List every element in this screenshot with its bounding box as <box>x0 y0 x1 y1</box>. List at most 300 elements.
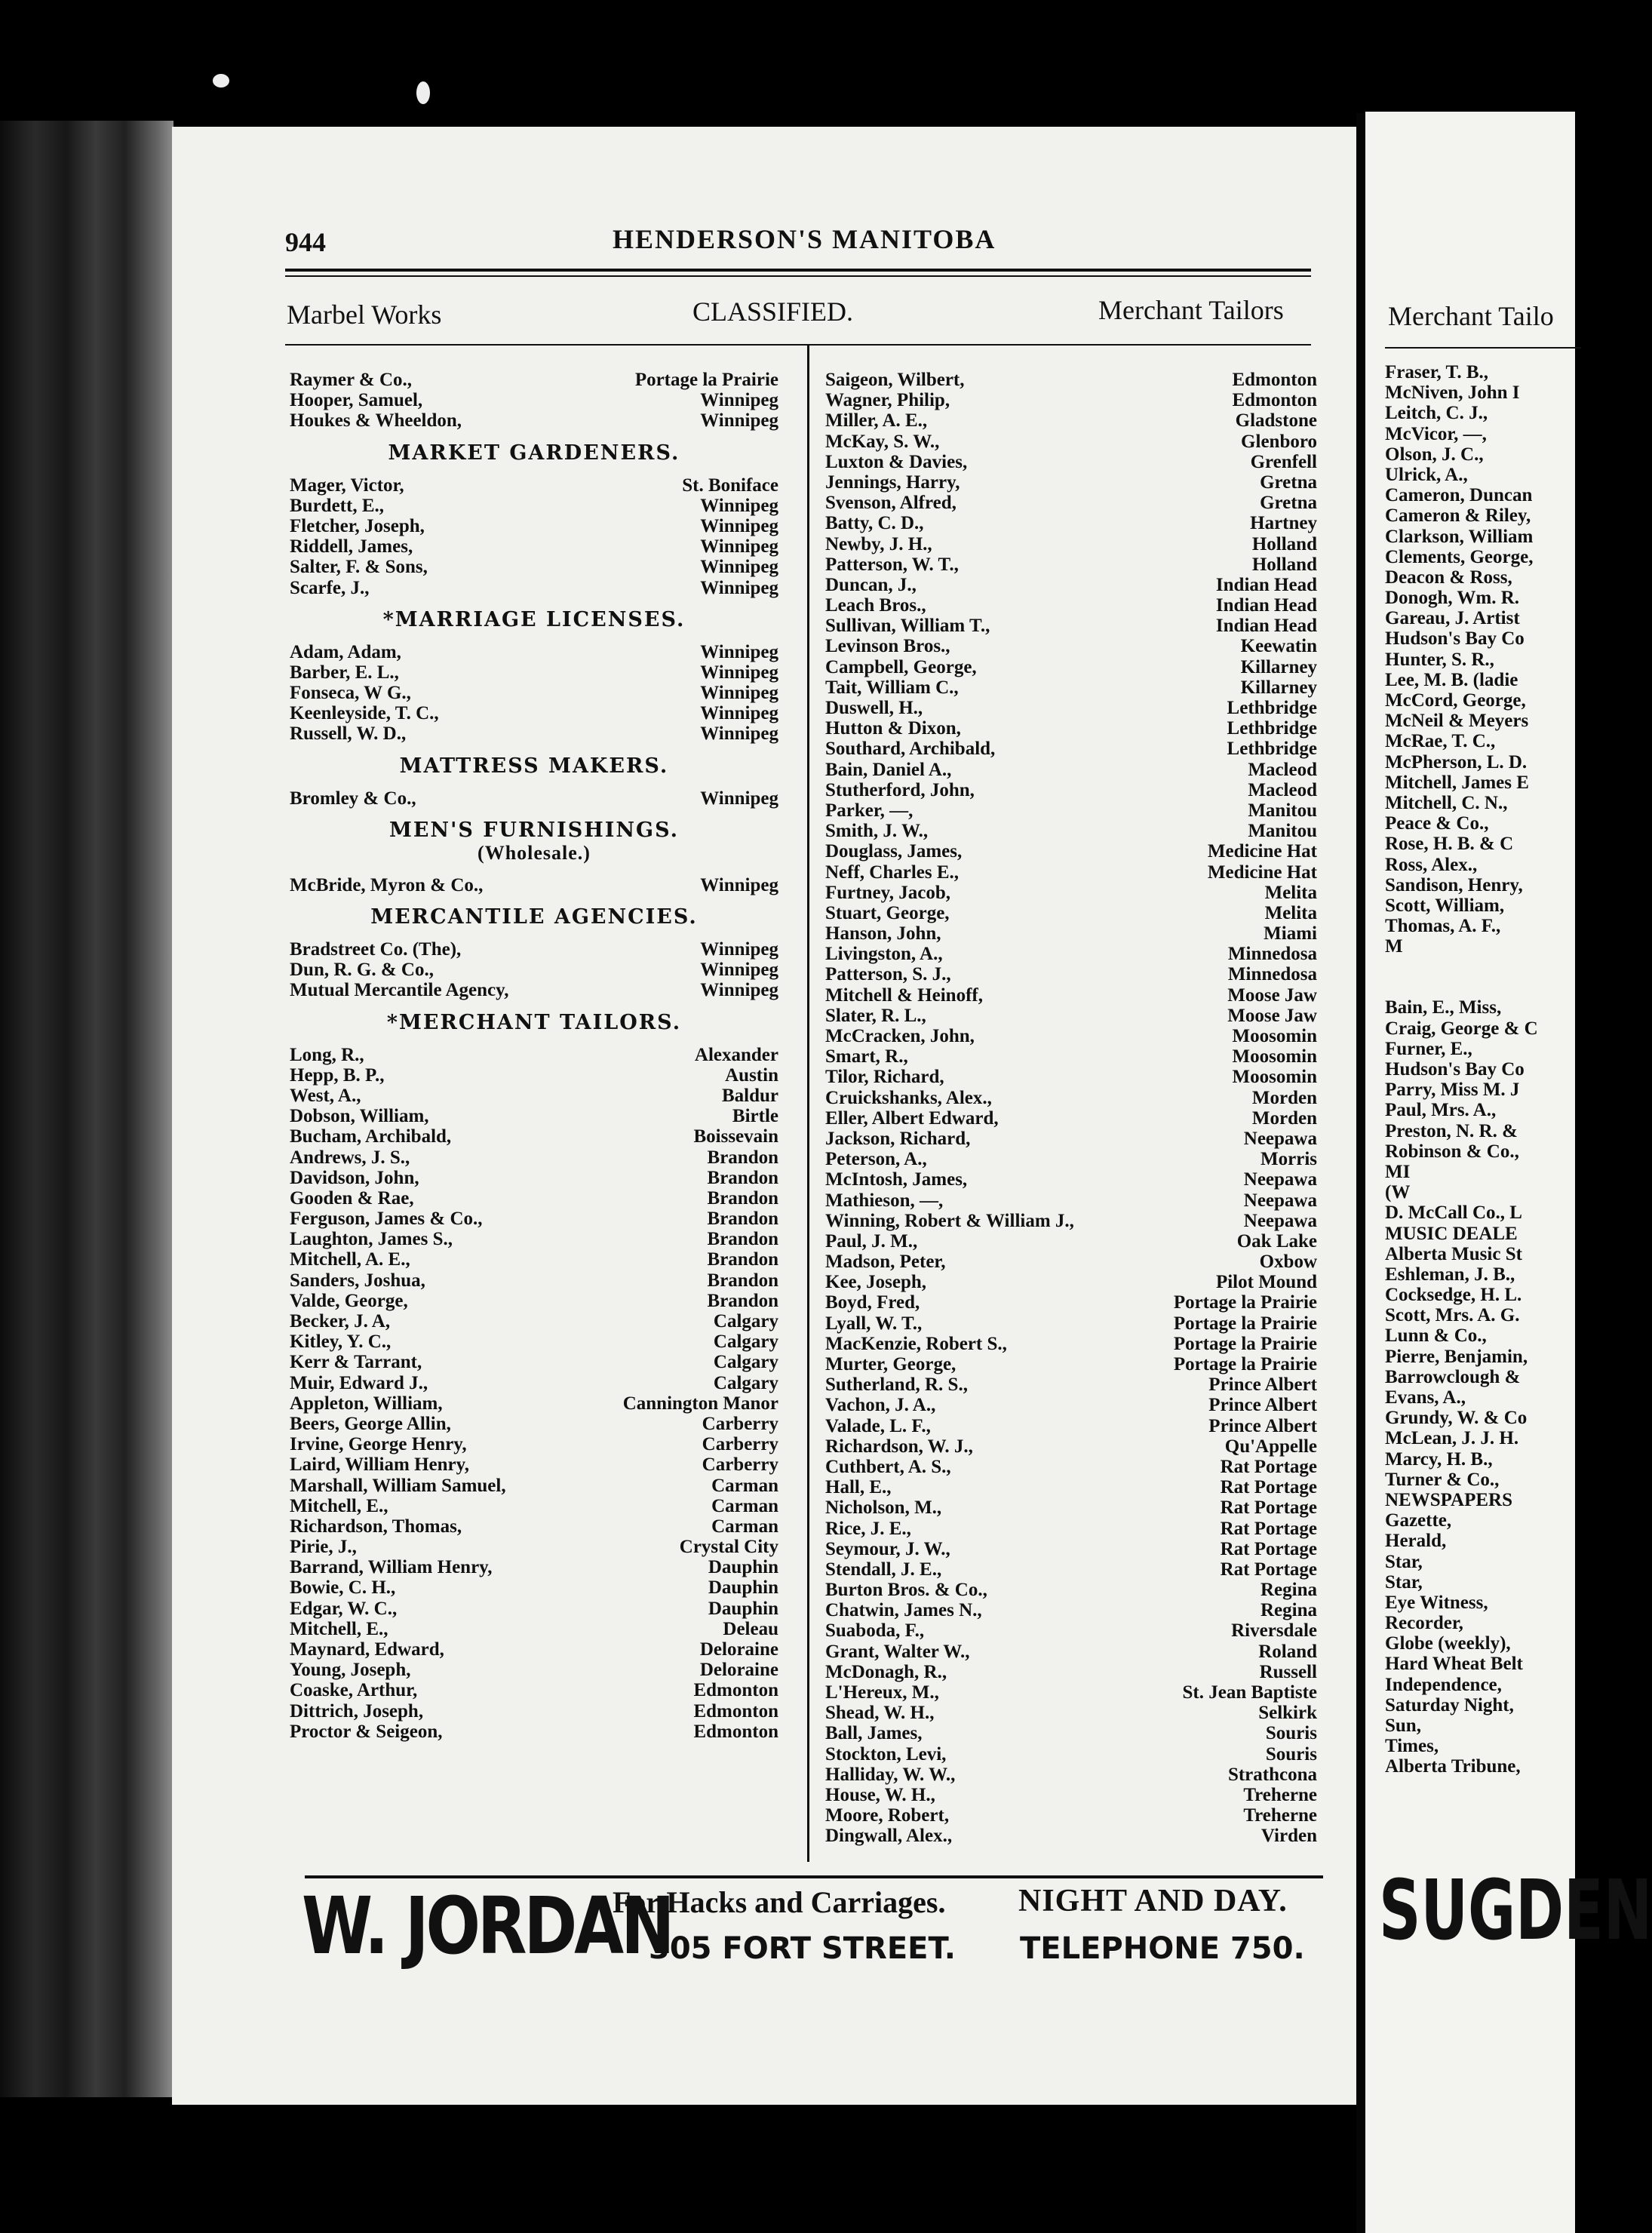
listing-name: McBride, Myron & Co., <box>290 874 484 895</box>
listing-name: Young, Joseph, <box>290 1660 411 1681</box>
section-gap <box>290 631 778 642</box>
listing-entry <box>825 616 1317 636</box>
listing-name: Saigeon, Wilbert, <box>825 370 965 390</box>
listing-place: Deleau <box>723 1618 778 1639</box>
listing-place: Prince Albert <box>1208 1415 1317 1436</box>
next-page-heading: Merchant Tailo <box>1388 301 1554 331</box>
listing-place: Deloraine <box>699 1639 778 1660</box>
listing-entry <box>290 642 778 662</box>
listing-entry <box>825 1313 1317 1334</box>
listing-entry <box>825 1826 1317 1846</box>
listing-name: Fonseca, W G., <box>290 683 411 704</box>
listing-name: Ball, James, <box>825 1723 923 1744</box>
listing-place: Killarney <box>1240 656 1317 677</box>
listing-name: Cruickshanks, Alex., <box>825 1087 992 1108</box>
section-subheading: (Wholesale.) <box>477 841 591 864</box>
listing-name: Ferguson, James & Co., <box>290 1209 483 1230</box>
next-page-line: Scott, Mrs. A. G. <box>1385 1305 1520 1326</box>
next-page-line: Cameron & Riley, <box>1385 505 1531 527</box>
listing-name: McDonagh, R., <box>825 1661 947 1682</box>
next-page-line: Thomas, A. F., <box>1385 916 1501 937</box>
listing-entry <box>290 516 778 536</box>
listing-name: Eller, Albert Edward, <box>825 1107 999 1129</box>
listing-entry <box>825 1805 1317 1826</box>
listing-entry <box>825 1519 1317 1539</box>
listing-entry <box>290 960 778 980</box>
ad-line-address: 305 FORT STREET. <box>649 1931 956 1966</box>
listing-place: Neepawa <box>1243 1169 1317 1190</box>
listing-place: Holland <box>1251 554 1317 575</box>
listing-entry <box>290 578 778 598</box>
listing-name: Winning, Robert & William J., <box>825 1210 1074 1231</box>
listing-place: Russell <box>1259 1661 1317 1682</box>
listing-place: Oxbow <box>1259 1252 1317 1273</box>
listing-name: Hooper, Samuel, <box>290 390 423 411</box>
listing-entry <box>825 698 1317 718</box>
listing-place: Brandon <box>707 1209 778 1230</box>
listing-place: Indian Head <box>1215 595 1317 616</box>
listing-place: Indian Head <box>1215 616 1317 637</box>
listing-name: Dittrich, Joseph, <box>290 1700 424 1722</box>
next-page-line: Furner, E., <box>1385 1038 1472 1059</box>
listing-entry <box>825 985 1317 1006</box>
listing-place: Rat Portage <box>1220 1559 1317 1580</box>
section-gap <box>290 809 778 819</box>
listing-place: Neepawa <box>1243 1190 1317 1211</box>
next-page-line: D. McCall Co., L <box>1385 1203 1522 1224</box>
next-page-line: Turner & Co., <box>1385 1469 1500 1490</box>
ad-line-hacks: For Hacks and Carriages. <box>613 1885 946 1919</box>
listing-name: Cuthbert, A. S., <box>825 1456 951 1477</box>
listing-name: Kee, Joseph, <box>825 1272 927 1293</box>
next-page-section-fragment: (W <box>1385 1182 1411 1203</box>
listing-entry <box>825 1662 1317 1682</box>
listing-place: Winnipeg <box>700 980 778 1001</box>
listing-entry <box>825 370 1317 390</box>
listing-place: Prince Albert <box>1208 1375 1317 1396</box>
listing-place: Gretna <box>1260 493 1317 514</box>
section-gap <box>290 1001 778 1012</box>
next-page-line: Clarkson, William <box>1385 526 1534 547</box>
page-gutter <box>1356 113 1365 2233</box>
listing-place: Moose Jaw <box>1227 1005 1317 1026</box>
next-page-line: Sandison, Henry, <box>1385 874 1523 895</box>
listing-name: Hanson, John, <box>825 923 941 944</box>
listing-name: Becker, J. A, <box>290 1311 391 1332</box>
listing-place: Manitou <box>1248 821 1317 842</box>
listing-place: Melita <box>1264 902 1317 923</box>
section-gap <box>290 745 778 755</box>
listing-place: Carberry <box>702 1454 778 1476</box>
listing-place: Carberry <box>702 1413 778 1434</box>
next-page-line: Star, <box>1385 1551 1423 1572</box>
listing-place: Carberry <box>702 1434 778 1455</box>
listing-entry <box>825 1006 1317 1026</box>
listing-entry <box>290 1352 778 1372</box>
listing-place: Calgary <box>713 1332 778 1353</box>
section-gap <box>290 778 778 788</box>
listing-entry <box>290 939 778 960</box>
listing-entry <box>825 1416 1317 1436</box>
listing-name: Peterson, A., <box>825 1149 927 1170</box>
listing-place: Calgary <box>713 1372 778 1393</box>
next-page-line: Independence, <box>1385 1674 1502 1695</box>
listing-name: Suaboda, F., <box>825 1620 925 1642</box>
listing-name: Burton Bros. & Co., <box>825 1580 987 1601</box>
next-page-line: Preston, N. R. & <box>1385 1120 1518 1141</box>
listing-place: Hartney <box>1250 513 1317 534</box>
listing-entry <box>825 1682 1317 1703</box>
listing-name: West, A., <box>290 1085 361 1106</box>
listing-name: Halliday, W. W., <box>825 1764 956 1785</box>
listing-place: Lethbridge <box>1227 739 1317 760</box>
listing-name: Grant, Walter W., <box>825 1641 970 1662</box>
listing-entry <box>825 718 1317 739</box>
listing-entry <box>290 1270 778 1291</box>
listing-place: Winnipeg <box>700 939 778 960</box>
listing-place: Brandon <box>707 1187 778 1209</box>
next-page-spacer <box>1385 957 1538 997</box>
listing-place: Brandon <box>707 1270 778 1291</box>
listing-entry <box>290 1660 778 1680</box>
listing-entry <box>825 1354 1317 1375</box>
listing-place: Lethbridge <box>1227 718 1317 739</box>
listing-name: McCracken, John, <box>825 1026 975 1046</box>
next-page-line: Ulrick, A., <box>1385 464 1468 485</box>
next-page-line: Eye Witness, <box>1385 1592 1488 1613</box>
next-page-line: Cameron, Duncan <box>1385 485 1533 506</box>
listing-entry <box>290 536 778 557</box>
listing-entry <box>825 677 1317 698</box>
listing-entry <box>825 1457 1317 1477</box>
next-page-line: Hudson's Bay Co <box>1385 628 1525 650</box>
listing-entry <box>290 1434 778 1454</box>
listing-place: Winnipeg <box>700 557 778 578</box>
listing-name: Sutherland, R. S., <box>825 1375 968 1396</box>
listing-entry <box>290 1680 778 1700</box>
listing-entry <box>825 410 1317 431</box>
listing-name: Keenleyside, T. C., <box>290 703 439 724</box>
listing-name: Furtney, Jacob, <box>825 882 950 903</box>
listing-name: Appleton, William, <box>290 1393 443 1414</box>
section-gap <box>290 465 778 475</box>
listing-entry <box>825 534 1317 554</box>
listing-name: Laird, William Henry, <box>290 1454 469 1476</box>
listing-place: Carman <box>711 1495 778 1516</box>
listing-name: Fletcher, Joseph, <box>290 515 425 536</box>
next-page-line: McRae, T. C., <box>1385 731 1496 752</box>
listing-place: Deloraine <box>699 1660 778 1681</box>
listing-entry <box>825 1375 1317 1395</box>
next-page-line: Gareau, J. Artist <box>1385 608 1520 629</box>
next-page-line: Herald, <box>1385 1531 1447 1552</box>
listing-name: Scarfe, J., <box>290 577 370 598</box>
listing-entry <box>290 1373 778 1393</box>
listing-entry <box>290 1639 778 1660</box>
next-page-line: Rose, H. B. & C <box>1385 834 1514 855</box>
listing-name: Rice, J. E., <box>825 1518 911 1539</box>
section-gap <box>290 929 778 939</box>
listing-place: Winnipeg <box>700 683 778 704</box>
listing-place: Neepawa <box>1243 1210 1317 1231</box>
next-page-line: Robinson & Co., <box>1385 1141 1519 1162</box>
listing-name: Mager, Victor, <box>290 475 404 496</box>
listing-place: Morris <box>1260 1149 1317 1170</box>
listing-name: Luxton & Davies, <box>825 451 968 472</box>
listing-place: Rat Portage <box>1220 1456 1317 1477</box>
listing-entry <box>290 1722 778 1742</box>
listing-entry <box>825 493 1317 513</box>
listing-entry <box>825 554 1317 575</box>
section-gap <box>290 598 778 609</box>
listing-place: Moosomin <box>1232 1046 1317 1067</box>
listing-name: Bucham, Archibald, <box>290 1126 452 1147</box>
next-page-column <box>1385 362 1538 1777</box>
next-page-line: Leitch, C. J., <box>1385 403 1488 424</box>
listing-entry <box>825 1620 1317 1641</box>
listing-place: Rat Portage <box>1220 1477 1317 1498</box>
section-gap <box>290 865 778 875</box>
next-page-line: Olson, J. C., <box>1385 444 1484 465</box>
listing-entry <box>290 875 778 895</box>
listing-name: Davidson, John, <box>290 1167 419 1188</box>
next-page-line: Hard Wheat Belt <box>1385 1654 1523 1675</box>
listing-place: Moosomin <box>1232 1026 1317 1046</box>
listing-place: Carman <box>711 1516 778 1537</box>
listing-entry <box>825 1334 1317 1354</box>
listing-place: Medicine Hat <box>1207 841 1317 862</box>
listing-name: Kitley, Y. C., <box>290 1332 392 1353</box>
listing-place: Gretna <box>1260 471 1317 493</box>
listing-place: Alexander <box>694 1044 778 1065</box>
listing-name: Svenson, Alfred, <box>825 493 957 514</box>
next-page-line: Alberta Tribune, <box>1385 1756 1521 1777</box>
listing-place: Winnipeg <box>700 410 778 432</box>
listing-entry <box>290 1454 778 1475</box>
listing-entry <box>825 1497 1317 1518</box>
listing-entry <box>825 1211 1317 1231</box>
listing-entry <box>290 703 778 723</box>
listing-place: Pilot Mound <box>1215 1272 1317 1293</box>
listing-place: Edmonton <box>1232 390 1317 411</box>
listing-name: Mathieson, —, <box>825 1190 944 1211</box>
listing-name: Hutton & Dixon, <box>825 718 961 739</box>
left-heading: Marbel Works <box>287 299 442 330</box>
listing-entry <box>825 780 1317 800</box>
listing-entry <box>290 1086 778 1106</box>
listing-entry <box>290 1393 778 1414</box>
listing-name: Livingston, A., <box>825 944 943 965</box>
next-page-line: Peace & Co., <box>1385 813 1489 834</box>
listing-name: Miller, A. E., <box>825 410 928 432</box>
listing-place: Medicine Hat <box>1207 862 1317 883</box>
listing-place: Winnipeg <box>700 703 778 724</box>
next-page-line: Donogh, Wm. R. <box>1385 588 1520 609</box>
listing-place: Holland <box>1251 533 1317 554</box>
listing-name: Stockton, Levi, <box>825 1743 947 1765</box>
listing-name: Nicholson, M., <box>825 1497 942 1519</box>
listing-entry <box>825 452 1317 472</box>
listing-entry <box>290 390 778 410</box>
listing-place: Winnipeg <box>700 874 778 895</box>
section-heading: *MERCHANT TAILORS. <box>386 1010 682 1034</box>
listing-name: Murter, George, <box>825 1354 957 1375</box>
listing-entry <box>825 739 1317 759</box>
listing-place: Treherne <box>1243 1784 1317 1805</box>
listing-name: Kerr & Tarrant, <box>290 1352 422 1373</box>
listing-entry <box>290 475 778 496</box>
listing-name: Stutherford, John, <box>825 779 975 800</box>
page-number: 944 <box>285 227 326 257</box>
ad-line-hours: NIGHT AND DAY. <box>1018 1884 1288 1918</box>
center-heading: CLASSIFIED. <box>692 296 854 327</box>
next-page-line: Sun, <box>1385 1715 1421 1736</box>
listing-entry <box>825 595 1317 616</box>
listing-entry <box>290 1065 778 1086</box>
listing-entry <box>825 944 1317 964</box>
listing-entry <box>825 513 1317 533</box>
listing-entry <box>825 1765 1317 1785</box>
listing-entry <box>825 923 1317 944</box>
listing-place: Brandon <box>707 1167 778 1188</box>
listing-entry <box>290 1126 778 1147</box>
listing-place: Roland <box>1258 1641 1317 1662</box>
listing-name: Hall, E., <box>825 1477 892 1498</box>
listing-place: Winnipeg <box>700 390 778 411</box>
listing-name: Stendall, J. E., <box>825 1559 942 1580</box>
listing-name: Muir, Edward J., <box>290 1372 428 1393</box>
listing-place: St. Jean Baptiste <box>1182 1682 1317 1703</box>
listing-entry <box>290 1209 778 1229</box>
listing-entry <box>290 1249 778 1270</box>
next-page-section-heading: MUSIC DEALE <box>1385 1223 1518 1244</box>
listing-entry <box>825 1580 1317 1600</box>
listing-name: Salter, F. & Sons, <box>290 557 428 578</box>
listing-entry <box>290 1147 778 1168</box>
listing-entry <box>825 964 1317 984</box>
listing-entry <box>825 1149 1317 1169</box>
listing-entry <box>825 1559 1317 1580</box>
listing-name: Shead, W. H., <box>825 1703 935 1724</box>
listing-entry <box>825 1292 1317 1313</box>
listing-place: Edmonton <box>693 1721 778 1742</box>
top-rule <box>285 269 1311 272</box>
listing-name: Valde, George, <box>290 1290 408 1311</box>
listing-place: Winnipeg <box>700 723 778 745</box>
listing-entry <box>290 1045 778 1065</box>
listing-name: Jackson, Richard, <box>825 1128 971 1149</box>
next-page-line: Barrowclough & <box>1385 1366 1521 1387</box>
listing-name: Mutual Mercantile Agency, <box>290 980 509 1001</box>
next-page-line: Parry, Miss M. J <box>1385 1080 1520 1101</box>
listing-name: Andrews, J. S., <box>290 1147 410 1168</box>
listing-name: Campbell, George, <box>825 656 977 677</box>
listing-entry <box>825 1252 1317 1272</box>
listing-name: Neff, Charles E., <box>825 862 960 883</box>
advertisement <box>302 1869 1343 1983</box>
section-heading: MARKET GARDENERS. <box>388 441 680 465</box>
next-page-line: Eshleman, J. B., <box>1385 1264 1515 1285</box>
listing-name: McKay, S. W., <box>825 431 940 452</box>
listing-entry <box>825 1129 1317 1149</box>
top-rule-thin <box>285 275 1311 277</box>
listing-entry <box>825 760 1317 780</box>
listing-name: Batty, C. D., <box>825 513 924 534</box>
next-page-line: Clements, George, <box>1385 546 1534 567</box>
listing-entry <box>825 841 1317 862</box>
listing-place: Gladstone <box>1235 410 1317 432</box>
listing-entry <box>290 1619 778 1639</box>
next-page-fragment <box>1365 112 1652 2233</box>
next-page-line: Lee, M. B. (ladie <box>1385 669 1518 690</box>
listing-name: Madson, Peter, <box>825 1252 946 1273</box>
listing-entry <box>825 432 1317 452</box>
listing-entry <box>825 1477 1317 1497</box>
listing-place: Neepawa <box>1243 1128 1317 1149</box>
listing-entry <box>825 1231 1317 1252</box>
listing-place: Cannington Manor <box>622 1393 778 1414</box>
header-rule <box>285 344 1311 346</box>
next-page-line: Mitchell, James E <box>1385 772 1529 793</box>
listing-place: Boissevain <box>693 1126 778 1147</box>
listing-name: Leach Bros., <box>825 595 926 616</box>
listing-place: Brandon <box>707 1147 778 1168</box>
listing-name: Paul, J. M., <box>825 1230 918 1252</box>
next-page-line: McNiven, John I <box>1385 382 1520 404</box>
listing-place: Brandon <box>707 1249 778 1270</box>
listing-name: Dingwall, Alex., <box>825 1826 953 1847</box>
next-page-line: Bain, E., Miss, <box>1385 997 1502 1018</box>
listing-place: Riversdale <box>1231 1620 1317 1642</box>
listing-entry <box>825 1600 1317 1620</box>
listing-place: Winnipeg <box>700 662 778 683</box>
listing-place: Morden <box>1251 1107 1317 1129</box>
listing-entry <box>290 1188 778 1209</box>
listing-name: Long, R., <box>290 1044 364 1065</box>
listing-name: Beers, George Allin, <box>290 1413 451 1434</box>
listing-place: Winnipeg <box>700 641 778 662</box>
listing-entry <box>825 883 1317 903</box>
listing-name: Dun, R. G. & Co., <box>290 960 434 981</box>
section-gap <box>290 432 778 442</box>
listing-place: Keewatin <box>1240 636 1317 657</box>
listing-entry <box>290 683 778 703</box>
listing-entry <box>290 1291 778 1311</box>
next-page-ad: SUGDEN <box>1379 1862 1652 1958</box>
next-page-line: Deacon & Ross, <box>1385 567 1512 588</box>
listing-entry <box>290 370 778 390</box>
listing-name: Lyall, W. T., <box>825 1313 923 1334</box>
listing-name: Sanders, Joshua, <box>290 1270 425 1291</box>
listing-entry <box>290 557 778 577</box>
listing-name: Patterson, W. T., <box>825 554 959 575</box>
listing-name: Bromley & Co., <box>290 788 416 809</box>
listing-place: Lethbridge <box>1227 698 1317 718</box>
listing-place: Winnipeg <box>700 577 778 598</box>
listing-entry <box>825 390 1317 410</box>
listing-place: Qu'Appelle <box>1224 1436 1317 1457</box>
listing-place: St. Boniface <box>682 475 778 496</box>
listing-place: Brandon <box>707 1290 778 1311</box>
section-heading: MERCANTILE AGENCIES. <box>370 905 698 929</box>
right-column <box>825 370 1317 1847</box>
listing-name: Stuart, George, <box>825 902 950 923</box>
listing-entry <box>290 1414 778 1434</box>
listing-entry <box>825 575 1317 595</box>
listing-name: Boyd, Fred, <box>825 1292 920 1313</box>
listing-name: Raymer & Co., <box>290 370 412 390</box>
listing-name: Russell, W. D., <box>290 723 407 745</box>
